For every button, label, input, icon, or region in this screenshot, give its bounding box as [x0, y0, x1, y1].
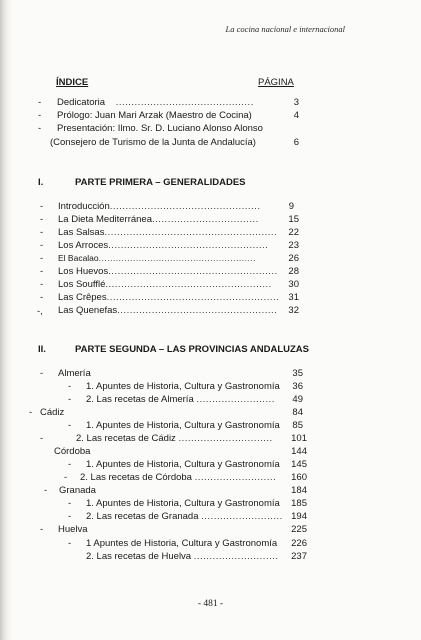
toc-entry: Las Salsas.......................................................	[58, 227, 278, 238]
list-dash: -	[40, 292, 44, 303]
page-number: 36	[292, 381, 303, 392]
list-dash: -	[40, 240, 44, 251]
index-heading: ÍNDICE	[56, 77, 89, 88]
list-dash: -	[40, 279, 44, 290]
page-number: 4	[293, 110, 299, 121]
province-entry: Almería	[58, 368, 91, 379]
page-number: 144	[291, 446, 307, 457]
toc-entry: Los Arroces...................................................	[58, 240, 269, 251]
part-one-title: PARTE PRIMERA – GENERALIDADES	[75, 177, 246, 188]
list-dash: -	[40, 201, 44, 212]
leader-dots: ............................................	[115, 97, 254, 108]
page-number: 49	[292, 394, 303, 405]
page-number: 15	[288, 214, 299, 225]
page-number: 160	[291, 472, 307, 483]
toc-entry: Los Huevos......................................................	[58, 266, 278, 277]
page-number: 22	[288, 227, 299, 238]
sub-entry: 2. Las recetas de Huelva ...........................	[86, 551, 279, 562]
page-number: 23	[288, 240, 299, 251]
sub-entry: 2. Las recetas de Córdoba ..........................	[80, 472, 277, 483]
list-dash: -	[38, 110, 42, 121]
list-dash: -	[68, 394, 72, 405]
sub-entry: 2. Las recetas de Almería .........................	[86, 394, 275, 405]
entry-title: Dedicatoria	[57, 97, 106, 108]
page-folio: - 481 -	[197, 599, 224, 609]
toc-entry-presentacion: Presentación: Ilmo. Sr. D. Luciano Alonso Alonso	[57, 123, 263, 134]
page-number: 3	[293, 97, 299, 108]
list-dash: -	[38, 123, 42, 134]
sub-entry: 1. Apuntes de Historia, Cultura y Gastronomía	[86, 498, 280, 509]
list-dash: -,	[37, 306, 43, 317]
list-dash: -	[68, 538, 72, 549]
page-number: 194	[291, 511, 307, 522]
page-number: 32	[288, 305, 299, 316]
list-dash: -	[40, 433, 44, 444]
sub-entry: 2. Las recetas de Cádiz ..............................	[76, 433, 273, 444]
toc-entry-dedicatoria	[57, 97, 254, 109]
page-number: 184	[291, 485, 307, 496]
sub-entry: 2. Las recetas de Granada ..........................	[86, 511, 283, 522]
page-edge-shadow	[0, 0, 12, 640]
page-number: 84	[292, 407, 303, 418]
page-number: 9	[288, 201, 294, 212]
part-two-title: PARTE SEGUNDA – LAS PROVINCIAS ANDALUZAS	[75, 344, 309, 355]
page-number: 6	[293, 137, 299, 148]
list-dash: -	[44, 485, 48, 496]
sub-entry: 1. Apuntes de Historia, Cultura y Gastronomía	[86, 459, 280, 470]
part-two-roman: II.	[38, 344, 46, 355]
sub-entry: 1. Apuntes de Historia, Cultura y Gastronomía	[86, 420, 280, 431]
list-dash: -	[68, 381, 72, 392]
toc-entry: El Bacalao.......................................................	[58, 253, 257, 263]
toc-entry: La Dieta Mediterránea..................................	[58, 214, 259, 225]
toc-entry: Introducción................................................	[58, 201, 261, 212]
list-dash: -	[68, 511, 72, 522]
page-number: 28	[288, 266, 299, 277]
page-number: 26	[288, 253, 299, 264]
page-number: 35	[292, 368, 303, 379]
province-entry: Granada	[59, 485, 96, 496]
page-number: 185	[291, 498, 307, 509]
list-dash: -	[40, 524, 44, 535]
page-number: 145	[291, 459, 307, 470]
province-entry: Huelva	[58, 524, 88, 535]
list-dash: -	[64, 472, 68, 483]
part-one-roman: I.	[38, 177, 44, 188]
list-dash: -	[68, 420, 72, 431]
list-dash: -	[68, 459, 72, 470]
list-dash: -	[68, 498, 72, 509]
toc-entry-prologo: Prólogo: Juan Mari Arzak (Maestro de Cocina)	[57, 110, 252, 121]
toc-entry-presentacion-cont: (Consejero de Turismo de la Junta de Andalucía)	[50, 137, 256, 148]
page-number: 225	[291, 524, 307, 535]
toc-entry: Las Crêpes.......................................................	[58, 292, 280, 303]
sub-entry: 1 Apuntes de Historia, Cultura y Gastronomía	[86, 538, 278, 549]
list-dash: -	[38, 97, 42, 108]
province-entry: Córdoba	[54, 446, 91, 457]
page-heading: PÁGINA	[258, 77, 294, 88]
page-number: 226	[291, 538, 307, 549]
list-dash: -	[40, 227, 44, 238]
list-dash: -	[40, 253, 44, 264]
page-number: 31	[288, 292, 299, 303]
list-dash: -	[29, 407, 33, 418]
toc-entry: Los Soufflé.....................................................	[58, 279, 272, 290]
page-number: 101	[291, 433, 307, 444]
page-number: 85	[292, 420, 303, 431]
page-number: 237	[291, 551, 307, 562]
list-dash: -	[40, 266, 44, 277]
sub-entry: 1. Apuntes de Historia, Cultura y Gastronomía	[86, 381, 280, 392]
list-dash: -	[40, 368, 44, 379]
toc-entry: Las Quenefas...................................................	[58, 305, 278, 316]
province-entry: Cádiz	[40, 407, 65, 418]
page-number: 30	[288, 279, 299, 290]
running-head: La cocina nacional e internacional	[225, 24, 345, 34]
list-dash: -	[40, 214, 44, 225]
